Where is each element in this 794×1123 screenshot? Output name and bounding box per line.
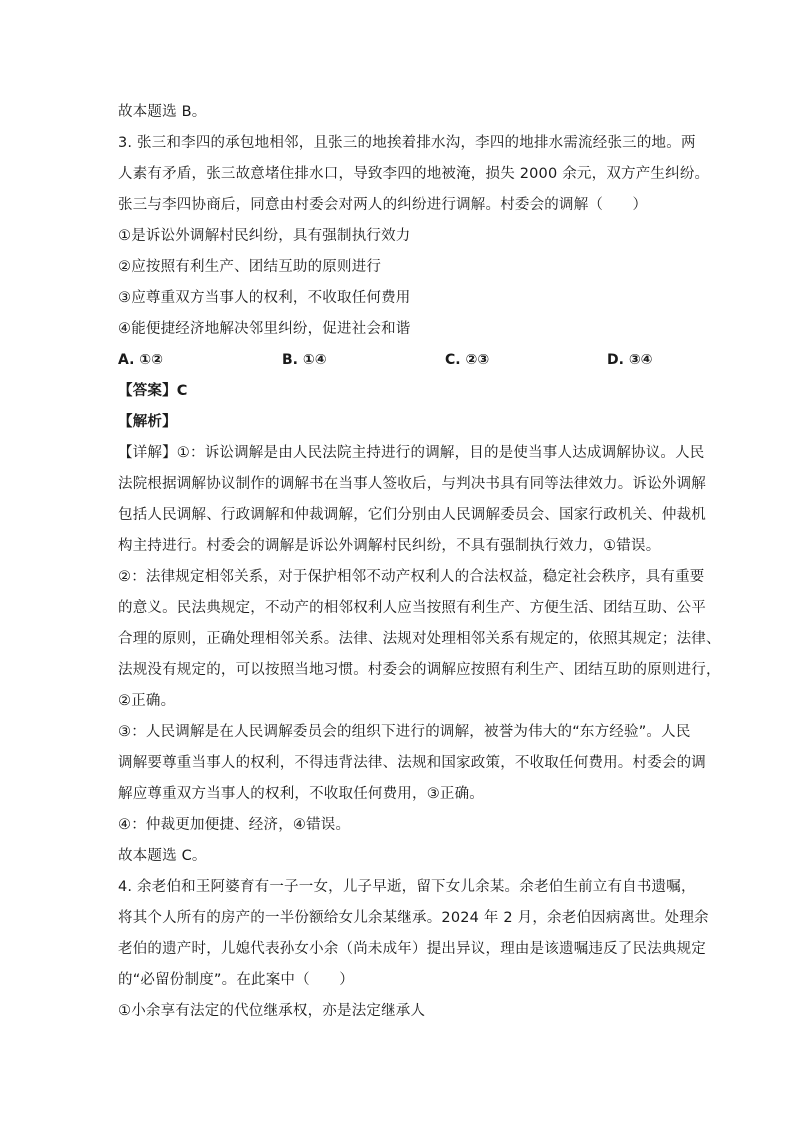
option-b: B. ①④ bbox=[282, 352, 327, 368]
option-a: A. ①② bbox=[118, 352, 163, 368]
analysis-line: 调解要尊重当事人的权利，不得违背法律、法规和国家政策，不收取任何费用。村委会的调 bbox=[118, 755, 706, 771]
text-line: 将其个人所有的房产的一半份额给女儿余某继承。2024 年 2 月，余老伯因病离世。处理余 bbox=[118, 910, 709, 926]
statement-1: ①是诉讼外调解村民纠纷，具有强制执行效力 bbox=[118, 228, 411, 244]
option-d: D. ③④ bbox=[607, 352, 653, 368]
statement-1: ①小余享有法定的代位继承权，亦是法定继承人 bbox=[118, 1003, 426, 1019]
text-line: 老伯的遗产时，儿媳代表孙女小余（尚未成年）提出异议，理由是该遗嘱违反了民法典规定 bbox=[118, 941, 706, 957]
analysis-label: 【解析】 bbox=[118, 414, 177, 430]
statement-3: ③应尊重双方当事人的权利，不收取任何费用 bbox=[118, 290, 411, 306]
analysis-line: ②正确。 bbox=[118, 693, 176, 709]
analysis-line: ③：人民调解是在人民调解委员会的组织下进行的调解，被誉为伟大的“东方经验”。人民 bbox=[118, 724, 691, 740]
analysis-line: 解应尊重双方当事人的权利，不收取任何费用，③正确。 bbox=[118, 786, 484, 802]
analysis-line: 【详解】①：诉讼调解是由人民法院主持进行的调解，目的是使当事人达成调解协议。人民 bbox=[118, 445, 705, 461]
statement-2: ②应按照有利生产、团结互助的原则进行 bbox=[118, 259, 382, 275]
question-3-stem: 3. 张三和李四的承包地相邻，且张三的地挨着排水沟，李四的地排水需流经张三的地。两 bbox=[118, 135, 696, 151]
answer-label: 【答案】C bbox=[118, 383, 188, 399]
text-line: 的“必留份制度”。在此案中（ ） bbox=[118, 972, 354, 988]
text-line: 张三与李四协商后，同意由村委会对两人的纠纷进行调解。村委会的调解（ ） bbox=[118, 197, 648, 213]
analysis-line: 法院根据调解协议制作的调解书在当事人签收后，与判决书具有同等法律效力。诉讼外调解 bbox=[118, 476, 706, 492]
text-line: 人素有矛盾，张三故意堵住排水口，导致李四的地被淹，损失 2000 余元，双方产生纠纷。 bbox=[118, 166, 710, 182]
option-c: C. ②③ bbox=[445, 352, 490, 368]
analysis-line: 包括人民调解、行政调解和仲裁调解，它们分别由人民调解委员会、国家行政机关、仲裁机 bbox=[118, 507, 706, 523]
statement-4: ④能便捷经济地解决邻里纠纷，促进社会和谐 bbox=[118, 321, 411, 337]
analysis-line: 的意义。民法典规定，不动产的相邻权利人应当按照有利生产、方便生活、团结互助、公平 bbox=[118, 600, 706, 616]
analysis-line: ④：仲裁更加便捷、经济，④错误。 bbox=[118, 817, 351, 833]
analysis-line: 构主持进行。村委会的调解是诉讼外调解村民纠纷，不具有强制执行效力，①错误。 bbox=[118, 538, 661, 554]
analysis-line: 法规没有规定的，可以按照当地习惯。村委会的调解应按照有利生产、团结互助的原则进行， bbox=[118, 662, 721, 678]
conclusion-line: 故本题选 C。 bbox=[118, 848, 207, 864]
analysis-line: ②：法律规定相邻关系，对于保护相邻不动产权利人的合法权益，稳定社会秩序，具有重要 bbox=[118, 569, 705, 585]
question-4-stem: 4. 余老伯和王阿婆育有一子一女，儿子早逝，留下女儿余某。余老伯生前立有自书遗嘱， bbox=[118, 879, 696, 895]
text-line: 故本题选 B。 bbox=[118, 104, 207, 120]
analysis-line: 合理的原则，正确处理相邻关系。法律、法规对处理相邻关系有规定的，依照其规定；法律、 bbox=[118, 631, 721, 647]
